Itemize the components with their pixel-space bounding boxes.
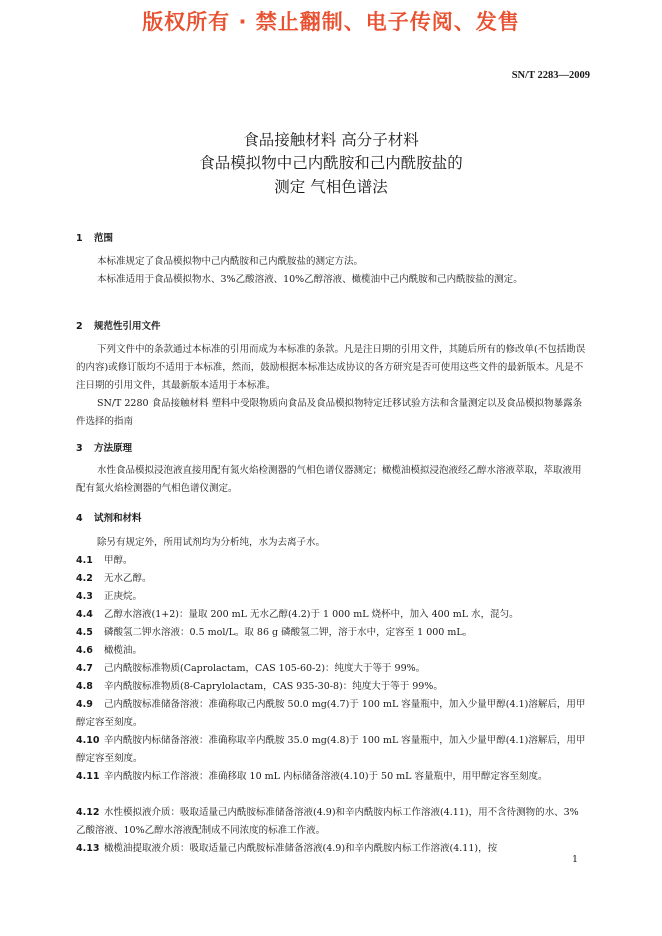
item-number: 4.11: [76, 771, 100, 782]
section-title: 方法原理: [94, 443, 133, 454]
item-number: 4.6: [76, 645, 93, 656]
copyright-watermark: 版权所有 · 禁止翻制、电子传阅、发售: [142, 10, 520, 34]
section-number: 1: [76, 233, 83, 244]
list-item: [76, 642, 588, 660]
list-item: [76, 804, 588, 840]
item-number: 4.7: [76, 663, 93, 674]
paragraph: 本标准适用于食品模拟物水、3%乙酸溶液、10%乙醇溶液、橄榄油中己内酰胺和己内酰胺盐的测定。: [97, 274, 523, 285]
page-number: 1: [571, 854, 578, 865]
item-text: 橄榄油。: [104, 645, 143, 656]
list-item: [76, 624, 588, 642]
item-number: 4.5: [76, 627, 93, 638]
section-title: 试剂和材料: [94, 513, 142, 524]
item-number: 4.12: [76, 807, 100, 818]
section-heading-principle: [76, 440, 132, 454]
item-text: 橄榄油提取液介质：吸取适量己内酰胺标准储备溶液(4.9)和辛内酰胺内标工作溶液(4.11)，按: [104, 843, 498, 854]
item-text: 磷酸氢二钾水溶液：0.5 mol/L。取 86 g 磷酸氢二钾，溶于水中，定容至 1 000 mL。: [104, 627, 473, 638]
document-title-line-1: 食品接触材料 高分子材料: [243, 131, 419, 149]
item-number: 4.13: [76, 843, 100, 854]
item-text: 辛内酰胺内标储备溶液：准确称取辛内酰胺 35.0 mg(4.8)于 100 mL 容量瓶中，加入少量甲醇(4.1)溶解后，用甲醇定容至刻度。: [76, 735, 586, 764]
section-title: 范围: [94, 233, 114, 244]
section-heading-normative-references: [76, 318, 161, 332]
list-item: [76, 768, 588, 786]
paragraph: 下列文件中的条款通过本标准的引用而成为本标准的条款。凡是注日期的引用文件，其随后所有的修改单(不包括勘误的内容)或修订版均不适用于本标准，然而，鼓励根据本标准达成协议的各方研究是否可使用这些文件的最新版本。凡是不注日期的引用文件，其最新版本适用于本标准。: [76, 344, 586, 391]
item-number: 4.1: [76, 555, 93, 566]
item-number: 4.9: [76, 699, 93, 710]
paragraph: 水性食品模拟浸泡液直接用配有氮火焰检测器的气相色谱仪器测定；橄榄油模拟浸泡液经乙醇水溶液萃取，萃取液用配有氮火焰检测器的气相色谱仪测定。: [76, 465, 582, 494]
list-item: [76, 588, 588, 606]
section-title: 规范性引用文件: [94, 321, 161, 332]
item-number: 4.2: [76, 573, 93, 584]
paragraph: 除另有规定外，所用试剂均为分析纯，水为去离子水。: [97, 537, 326, 548]
section-number: 4: [76, 513, 83, 524]
section-number: 3: [76, 443, 83, 454]
document-title-line-3: 测定 气相色谱法: [274, 178, 388, 196]
list-item: [76, 678, 588, 696]
item-number: 4.10: [76, 735, 100, 746]
item-number: 4.4: [76, 609, 93, 620]
standard-number: SN/T 2283—2009: [511, 70, 590, 81]
item-text: 乙醇水溶液(1+2)：量取 200 mL 无水乙醇(4.2)于 1 000 mL 烧杯中，加入 400 mL 水，混匀。: [104, 609, 519, 620]
list-item: [76, 570, 588, 588]
section-number: 2: [76, 321, 83, 332]
item-text: 己内酰胺标准物质(Caprolactam，CAS 105-60-2)：纯度大于等于 99%。: [104, 663, 426, 674]
section-heading-reagents: [76, 510, 142, 524]
item-text: 甲醇。: [104, 555, 133, 566]
item-text: 辛内酰胺标准物质(8-Caprylolactam，CAS 935-30-8)：纯度大于等于 99%。: [104, 681, 443, 692]
item-text: 己内酰胺标准储备溶液：准确称取己内酰胺 50.0 mg(4.7)于 100 mL 容量瓶中，加入少量甲醇(4.1)溶解后，用甲醇定容至刻度。: [76, 699, 586, 728]
list-item: [76, 732, 588, 768]
section-heading-scope: [76, 230, 113, 244]
item-number: 4.3: [76, 591, 93, 602]
list-item: [76, 840, 588, 858]
list-item: [76, 552, 588, 570]
list-item: [76, 606, 588, 624]
document-title-line-2: 食品模拟物中己内酰胺和己内酰胺盐的: [199, 154, 463, 172]
item-text: 水性模拟液介质：吸取适量己内酰胺标准储备溶液(4.9)和辛内酰胺内标工作溶液(4.11)，用不含待测物的水、3%乙酸溶液、10%乙醇水溶液配制成不同浓度的标准工作液。: [76, 807, 579, 836]
paragraph: SN/T 2280 食品接触材料 塑料中受限物质向食品及食品模拟物特定迁移试验方法和含量测定以及食品模拟物暴露条件选择的指南: [76, 398, 583, 427]
item-number: 4.8: [76, 681, 93, 692]
paragraph: 本标准规定了食品模拟物中己内酰胺和己内酰胺盐的测定方法。: [97, 256, 364, 267]
item-text: 无水乙醇。: [104, 573, 152, 584]
list-item: [76, 660, 588, 678]
item-text: 辛内酰胺内标工作溶液：准确移取 10 mL 内标储备溶液(4.10)于 50 mL 容量瓶中，用甲醇定容至刻度。: [104, 771, 548, 782]
item-text: 正庚烷。: [104, 591, 143, 602]
list-item: [76, 696, 588, 732]
